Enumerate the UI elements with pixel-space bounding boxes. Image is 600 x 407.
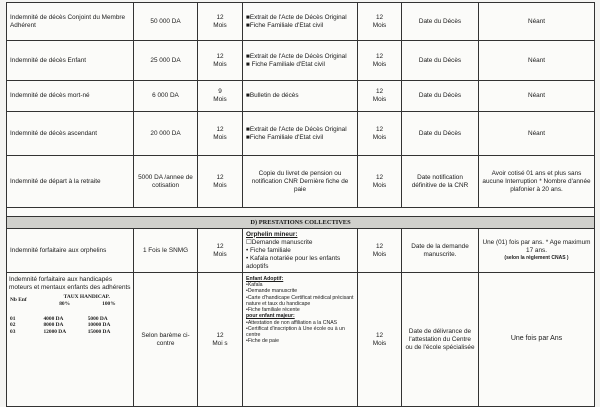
handicap-docs bbox=[243, 273, 358, 407]
handicap-rate-table: Nb Enf TAUX HANDICAP. 80% 100% 01 4000 DA 5000 DA 02 8000 DA 10000 DA 03 12000 DA 15000 DA bbox=[10, 294, 116, 335]
benefit-label: Indemnité de départ à la retraite bbox=[7, 156, 134, 208]
benefit-label: Indemnité de décès Enfant bbox=[7, 41, 134, 81]
benefit-condition: Néant bbox=[479, 112, 595, 156]
benefit-label: Indemnité de décès Conjoint du Membre Adhérent bbox=[7, 3, 134, 41]
doc-item: ■Extrait de l'Acte de Décès Original bbox=[246, 52, 347, 60]
benefit-row bbox=[7, 41, 595, 81]
benefit-delay2: 12 Mois bbox=[358, 3, 402, 41]
handicap-doc-item: •Attestation de non affiliation a la CNAS bbox=[246, 319, 338, 326]
benefit-docs bbox=[243, 81, 358, 112]
benefit-row bbox=[7, 81, 595, 112]
doc-item: Copie du livret de pension ou notification CNR Dernière fiche de paie bbox=[251, 169, 349, 193]
orphans-cond: Une (01) fois par ans. * Age maximum 17 ans. (selon la réglement CNAS ) bbox=[479, 229, 595, 273]
benefit-amount: 50 000 DA bbox=[134, 3, 198, 41]
doc-item: ■Fiche Familiale d'Etat civil bbox=[246, 133, 324, 141]
handicap-doc-item: •Demande manuscrite bbox=[246, 288, 298, 295]
benefit-delay2: 12 Mois bbox=[358, 81, 402, 112]
benefit-amount: 25 000 DA bbox=[134, 41, 198, 81]
doc-item: ■ Fiche Familiale d'Etat civil bbox=[246, 60, 325, 68]
orphans-docs-title: Orphelin mineur: bbox=[246, 230, 298, 238]
benefit-row bbox=[7, 3, 595, 41]
orphans-docs bbox=[243, 229, 358, 273]
benefit-delay2: 12 Mois bbox=[358, 112, 402, 156]
benefit-condition: Avoir cotisé 01 ans et plus sans aucune Interruption * Nombre d'année plafonier à 20 ans. bbox=[479, 156, 595, 208]
handicap-cell bbox=[7, 273, 134, 407]
benefit-docs bbox=[243, 156, 358, 208]
benefit-condition: Néant bbox=[479, 81, 595, 112]
row-orphans bbox=[7, 229, 595, 273]
benefit-label: Indemnité de décès mort-né bbox=[7, 81, 134, 112]
benefit-delay2: 12 Mois bbox=[358, 156, 402, 208]
handicap-doc-item: •Fiche de paie bbox=[246, 338, 279, 345]
benefit-condition: Néant bbox=[479, 41, 595, 81]
benefit-docs bbox=[243, 41, 358, 81]
benefit-delay: 12 Mois bbox=[198, 3, 243, 41]
handicap-doc-item: •Fiche familiale récente bbox=[246, 307, 300, 314]
benefit-delay: 9 Mois bbox=[198, 81, 243, 112]
benefit-delay2: 12 Mois bbox=[358, 41, 402, 81]
benefit-label: Indemnité de décès ascendant bbox=[7, 112, 134, 156]
benefit-delay: 12 Mois bbox=[198, 41, 243, 81]
benefit-amount: 6 000 DA bbox=[134, 81, 198, 112]
benefit-start: Date du Décès bbox=[402, 112, 479, 156]
handicap-docs-title: Enfant Adoptif: bbox=[246, 276, 284, 282]
benefit-docs bbox=[243, 3, 358, 41]
benefit-start: Date du Décès bbox=[402, 41, 479, 81]
benefit-amount: 20 000 DA bbox=[134, 112, 198, 156]
orphans-amount: 1 Fois le SNMG bbox=[134, 229, 198, 273]
handicap-docs-title2: pour enfant majeur: bbox=[246, 313, 295, 320]
orphans-start: Date de la demande manuscrite. bbox=[402, 229, 479, 273]
benefit-amount: 5000 DA /annee de cotisation bbox=[134, 156, 198, 208]
benefit-start: Date notification définitive de la CNR bbox=[402, 156, 479, 208]
handicap-cond: Une fois par Ans bbox=[479, 273, 595, 407]
section-header bbox=[7, 217, 595, 229]
doc-item: ■Fiche Familiale d'Etat civil bbox=[246, 21, 324, 29]
benefit-row bbox=[7, 112, 595, 156]
orphans-doc-item: • Kafala notariée pour les enfants adoptifs bbox=[246, 254, 341, 270]
orphans-doc-item: • Fiche familiale bbox=[246, 246, 291, 254]
handicap-doc-item: •Certificat d'inscription à Une école ou à un centre bbox=[246, 325, 345, 339]
doc-item: ■Extrait de l'Acte de Décès Original bbox=[246, 125, 347, 133]
handicap-doc-item: •Kafala bbox=[246, 282, 263, 289]
handicap-amount: Selon barème ci-contre bbox=[134, 273, 198, 407]
handicap-label: Indemnité forfaitaire aux handicapés moteurs et mentaux enfants des adhérents bbox=[9, 276, 131, 291]
doc-item: ■Bulletin de décès bbox=[246, 92, 299, 99]
row-handicap bbox=[7, 273, 595, 407]
benefit-delay: 12 Mois bbox=[198, 156, 243, 208]
orphans-doc-item: ☐Demande manuscrite bbox=[246, 238, 313, 246]
benefit-row bbox=[7, 156, 595, 208]
benefit-start: Date du Décès bbox=[402, 3, 479, 41]
section-gap bbox=[7, 208, 595, 217]
benefit-delay: 12 Mois bbox=[198, 112, 243, 156]
handicap-start: Date de délivrance de l'attestation du Centre ou de l'école spécialisée bbox=[402, 273, 479, 407]
handicap-delay: 12 Moi s bbox=[198, 273, 243, 407]
benefit-start: Date du Décès bbox=[402, 81, 479, 112]
orphans-label: Indemnité forfaitaire aux orphelins bbox=[7, 229, 134, 273]
orphans-delay: 12 Mois bbox=[198, 229, 243, 273]
handicap-delay2: 12 Mois bbox=[358, 273, 402, 407]
section-title: D) PRESTATIONS COLLECTIVES bbox=[7, 217, 595, 229]
orphans-delay2: 12 Mois bbox=[358, 229, 402, 273]
benefits-table bbox=[6, 2, 595, 407]
benefit-condition: Néant bbox=[479, 3, 595, 41]
handicap-doc-item: •Carte d'handicape Certificat médical précisant nature et taux du handicape bbox=[246, 294, 354, 307]
benefit-docs bbox=[243, 112, 358, 156]
doc-item: ■Extrait de l'Acte de Décès Original bbox=[246, 13, 347, 21]
